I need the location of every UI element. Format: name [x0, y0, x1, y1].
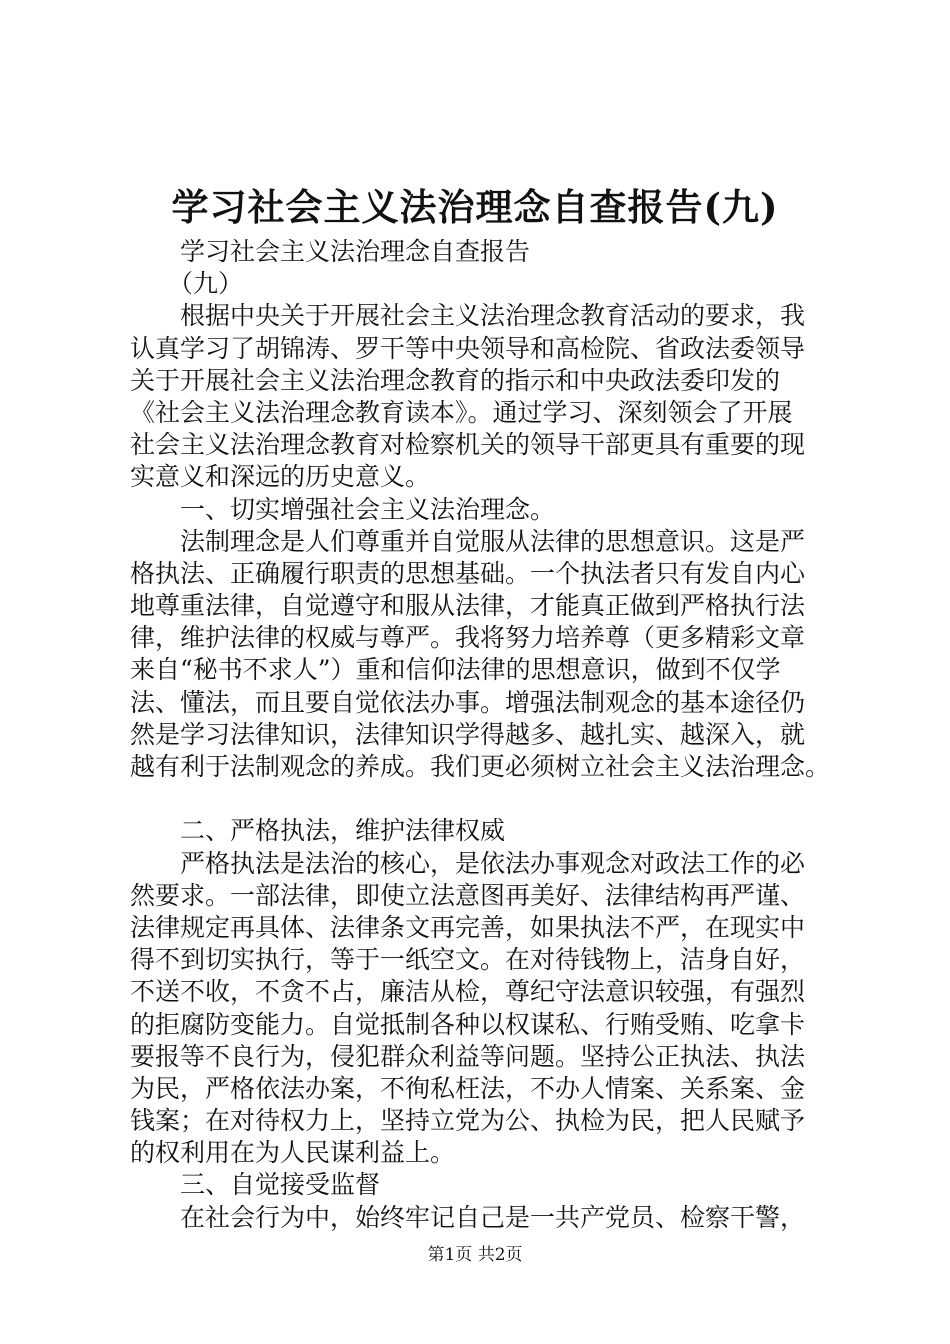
paragraph-line: 法律规定再具体、法律条文再完善，如果执法不严，在现实中 — [130, 912, 806, 942]
paragraph-line: 的拒腐防变能力。自觉抵制各种以权谋私、行贿受贿、吃拿卡 — [130, 1009, 806, 1039]
paragraph-line: 钱案；在对待权力上，坚持立党为公、执检为民，把人民赋予 — [130, 1106, 806, 1136]
paragraph-line: 然要求。一部法律，即使立法意图再美好、法律结构再严谨、 — [130, 880, 806, 910]
subtitle-line: 学习社会主义法治理念自查报告 — [180, 237, 531, 266]
paragraph-line: 的权利用在为人民谋利益上。 — [130, 1138, 456, 1168]
section-heading: 二、严格执法，维护法律权威 — [180, 816, 506, 846]
subtitle-number: （九） — [168, 269, 244, 299]
paragraph-line: 要报等不良行为，侵犯群众利益等问题。坚持公正执法、执法 — [130, 1041, 806, 1071]
document-body — [130, 236, 830, 1234]
paragraph-line: 社会主义法治理念教育对检察机关的领导干部更具有重要的现 — [130, 430, 806, 460]
paragraph-line: 关于开展社会主义法治理念教育的指示和中央政法委印发的 — [130, 365, 781, 395]
paragraph-line: 得不到切实执行，等于一纸空文。在对待钱物上，洁身自好， — [130, 945, 806, 975]
paragraph-line: 不送不收，不贪不占，廉洁从检，尊纪守法意识较强，有强烈 — [130, 977, 806, 1007]
paragraph-line: 来自“秘书不求人”）重和信仰法律的思想意识，做到不仅学 — [130, 655, 781, 685]
paragraph-line: 认真学习了胡锦涛、罗干等中央领导和高检院、省政法委领导 — [130, 333, 806, 363]
paragraph-line: 为民，严格依法办案，不徇私枉法，不办人情案、关系案、金 — [130, 1073, 806, 1103]
paragraph-line: 然是学习法律知识，法律知识学得越多、越扎实、越深入，就 — [130, 719, 806, 749]
blank-line — [130, 783, 830, 815]
paragraph-line: 格执法、正确履行职责的思想基础。一个执法者只有发自内心 — [130, 558, 806, 588]
paragraph-line: 法制理念是人们尊重并自觉服从法律的思想意识。这是严 — [180, 526, 806, 556]
page-number-footer: 第1页 共2页 — [427, 1245, 523, 1265]
paragraph-line: 根据中央关于开展社会主义法治理念教育活动的要求，我 — [180, 301, 806, 331]
paragraph-line: 越有利于法制观念的养成。我们更必须树立社会主义法治理念。 — [130, 752, 831, 781]
paragraph-line: 严格执法是法治的核心，是依法办事观念对政法工作的必 — [180, 848, 806, 878]
section-heading: 三、自觉接受监督 — [180, 1170, 381, 1200]
paragraph-line: 实意义和深远的历史意义。 — [130, 462, 431, 492]
section-heading: 一、切实增强社会主义法治理念。 — [180, 494, 556, 524]
document-title: 学习社会主义法治理念自查报告(九) — [171, 185, 779, 229]
paragraph-line: 《社会主义法治理念教育读本》。通过学习、深刻领会了开展 — [130, 397, 793, 427]
paragraph-line: 在社会行为中，始终牢记自己是一共产党员、检察干警， — [180, 1202, 806, 1232]
paragraph-line: 法、懂法，而且要自觉依法办事。增强法制观念的基本途径仍 — [130, 687, 806, 717]
paragraph-line: 律，维护法律的权威与尊严。我将努力培养尊（更多精彩文章 — [130, 623, 806, 653]
paragraph-line: 地尊重法律，自觉遵守和服从法律，才能真正做到严格执行法 — [130, 591, 806, 621]
